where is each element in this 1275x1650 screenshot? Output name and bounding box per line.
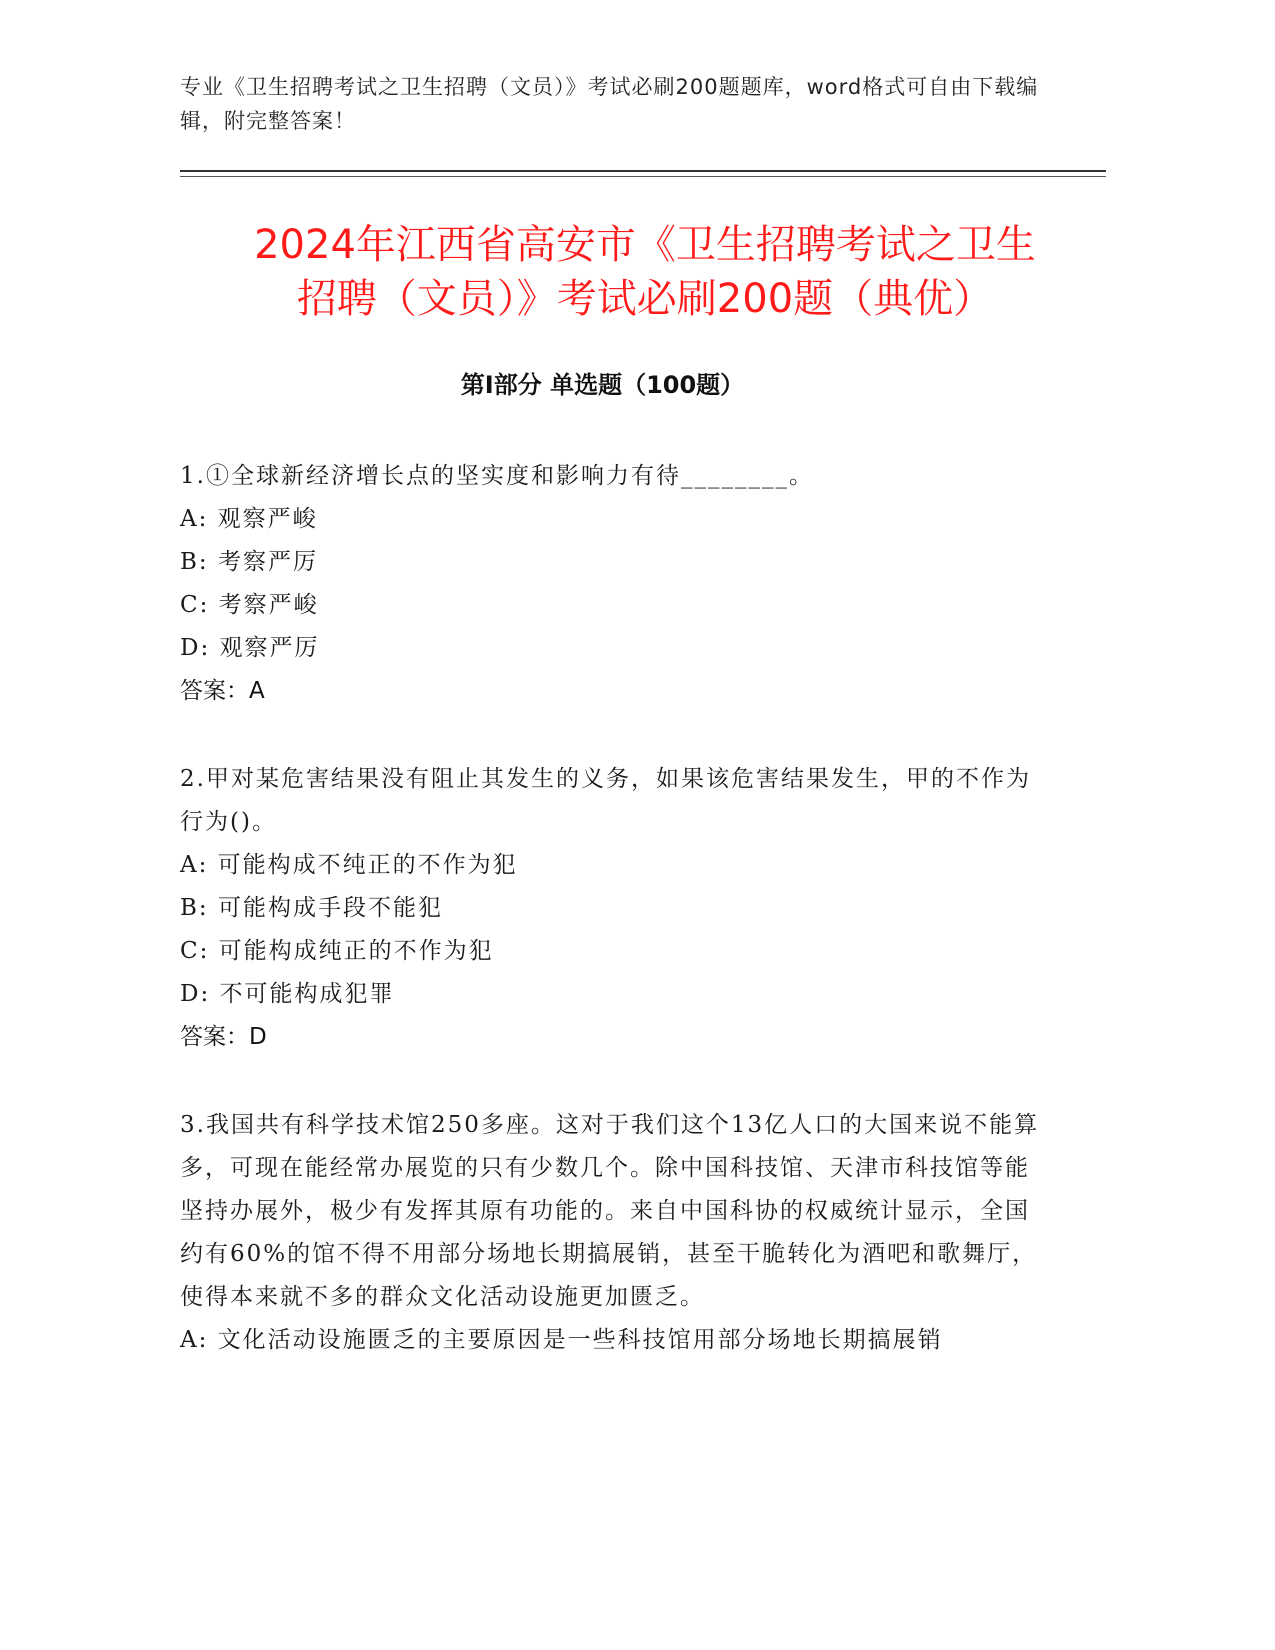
document-title-line-1: 2024年江西省高安市《卫生招聘考试之卫生 <box>254 222 1036 268</box>
document-title-line-2: 招聘（文员）》考试必刷200题（典优） <box>296 276 994 322</box>
header-note: 专业《卫生招聘考试之卫生招聘（文员）》考试必刷200题题库，word格式可自由下载编辑，附完整答案！ <box>180 75 1039 133</box>
option-c: C: 可能构成纯正的不作为犯 <box>180 938 494 964</box>
answer-line: 答案：D <box>180 1024 267 1050</box>
option-a: A: 文化活动设施匮乏的主要原因是一些科技馆用部分场地长期搞展销 <box>180 1327 943 1353</box>
option-d: D: 不可能构成犯罪 <box>180 981 395 1007</box>
header-divider-thin <box>180 176 1106 177</box>
option-c: C: 考察严峻 <box>180 592 319 618</box>
option-b: B: 考察严厉 <box>180 549 318 575</box>
option-d: D: 观察严厉 <box>180 635 320 661</box>
question-stem: 3.我国共有科学技术馆250多座。这对于我们这个13亿人口的大国来说不能算多，可现在能经常办展览的只有少数几个。除中国科技馆、天津市科技馆等能坚持办展外，极少有发挥其原有功能的。来自中国科协的权威统计显示，全国约有60%的馆不得不用部分场地长期搞展销，甚至干脆转化为酒吧和歌舞厅，使得本来就不多的群众文化活动设施更加匮乏。 <box>180 1112 1040 1310</box>
question-list <box>180 455 1040 1407</box>
option-a: A: 可能构成不纯正的不作为犯 <box>180 852 518 878</box>
option-a: A: 观察严峻 <box>180 506 318 532</box>
question-2 <box>180 758 1040 1059</box>
question-stem: 2.甲对某危害结果没有阻止其发生的义务，如果该危害结果发生，甲的不作为行为()。 <box>180 766 1031 835</box>
document-title <box>150 218 1140 326</box>
section-heading: 第Ⅰ部分 单选题（100题） <box>460 371 745 399</box>
header-divider-thick <box>180 170 1106 172</box>
question-1 <box>180 455 1040 713</box>
question-3 <box>180 1104 1040 1362</box>
option-b: B: 可能构成手段不能犯 <box>180 895 443 921</box>
question-stem: 1.①全球新经济增长点的坚实度和影响力有待________。 <box>180 463 814 489</box>
answer-line: 答案：A <box>180 678 265 704</box>
